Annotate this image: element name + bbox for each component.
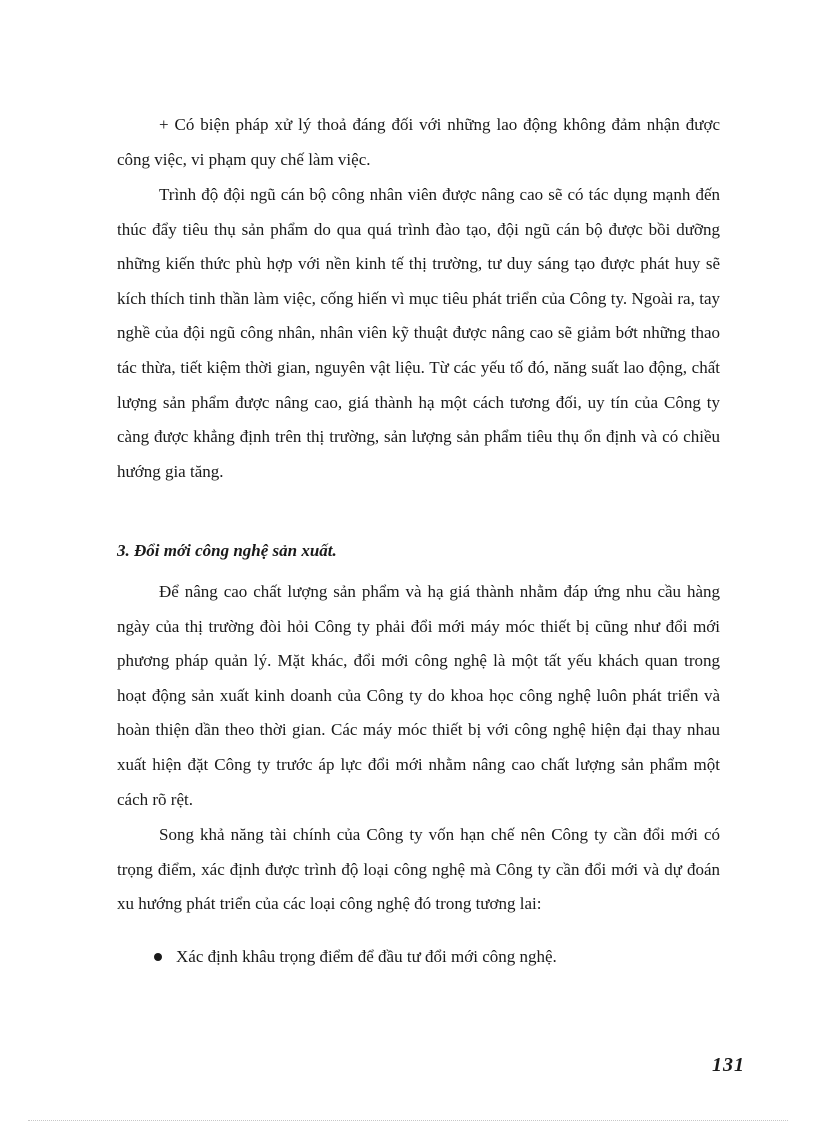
bullet-item-text: Xác định khâu trọng điểm để đầu tư đổi mới công nghệ.: [176, 947, 557, 966]
footer-divider: [28, 1120, 788, 1121]
page-number: 131: [712, 1054, 745, 1076]
paragraph-2: Trình độ đội ngũ cán bộ công nhân viên được nâng cao sẽ có tác dụng mạnh đến thúc đẩy tiêu thụ sản phẩm do qua quá trình đào tạo, đội ngũ cán bộ được bồi dưỡng những kiến thức phù hợp với nền kinh tế thị trường, tư duy sáng tạo được phát huy sẽ kích thích tinh thần làm việc, cống hiến vì mục tiêu phát triển của Công ty. Ngoài ra, tay nghề của đội ngũ công nhân, nhân viên kỹ thuật được nâng cao sẽ giảm bớt những thao tác thừa, tiết kiệm thời gian, nguyên vật liệu. Từ các yếu tố đó, năng suất lao động, chất lượng sản phẩm được nâng cao, giá thành hạ một cách tương đối, uy tín của Công ty càng được khẳng định trên thị trường, sản lượng sản phẩm tiêu thụ ổn định và có chiều hướng gia tăng.: [117, 185, 720, 481]
bullet-icon: [154, 953, 162, 961]
paragraph-1: + Có biện pháp xử lý thoả đáng đối với những lao động không đảm nhận được công việc, vi phạm quy chế làm việc.: [117, 115, 720, 169]
section-number: 3.: [117, 541, 130, 560]
bullet-item: [154, 940, 720, 974]
paragraph-3: Để nâng cao chất lượng sản phẩm và hạ giá thành nhằm đáp ứng nhu cầu hàng ngày của thị trường đòi hỏi Công ty phải đổi mới máy móc thiết bị cũng như đổi mới phương pháp quản lý. Mặt khác, đổi mới công nghệ là một tất yếu khách quan trong hoạt động sản xuất kinh doanh của Công ty do khoa học công nghệ luôn phát triển và hoàn thiện dần theo thời gian. Các máy móc thiết bị với công nghệ hiện đại thay nhau xuất hiện đặt Công ty trước áp lực đổi mới nhằm nâng cao chất lượng sản phẩm một cách rõ rệt.: [117, 582, 720, 809]
paragraph-4: Song khả năng tài chính của Công ty vốn hạn chế nên Công ty cần đổi mới có trọng điểm, xác định được trình độ loại công nghệ mà Công ty cần đổi mới và dự đoán xu hướng phát triển của các loại công nghệ đó trong tương lai:: [117, 825, 720, 914]
section-heading: [117, 534, 337, 568]
section-title: Đổi mới công nghệ sản xuất.: [134, 541, 337, 560]
